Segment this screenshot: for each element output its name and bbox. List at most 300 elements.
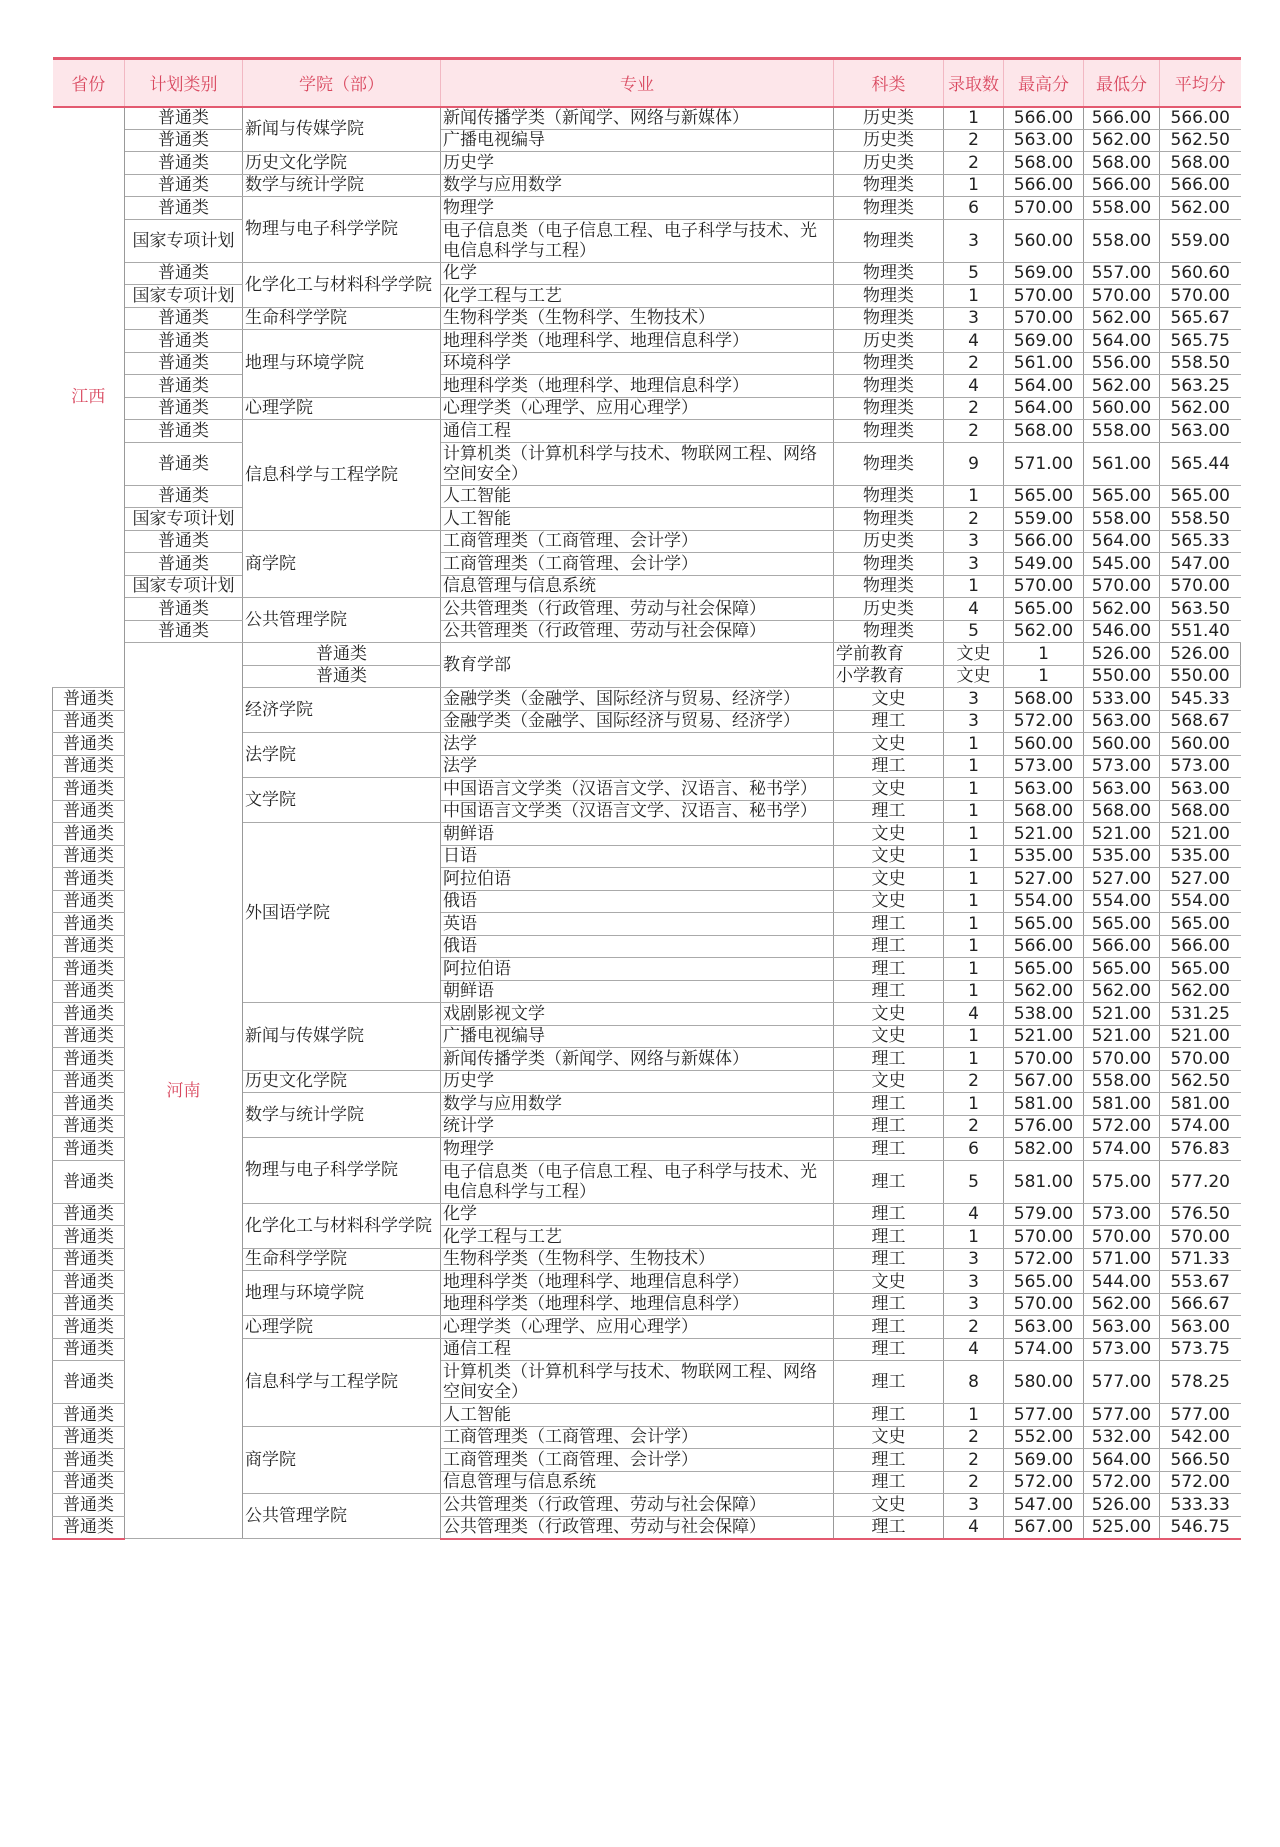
major-cell: 计算机类（计算机科学与技术、物联网工程、网络空间安全） [441,1361,834,1404]
table-row [53,553,1241,576]
subject-category-cell: 理工 [834,1138,944,1161]
college-cell: 历史文化学院 [243,1070,441,1093]
min-score-cell: 521.00 [1084,1025,1160,1048]
admitted-count-cell: 2 [944,508,1004,531]
min-score-cell: 562.00 [1084,375,1160,398]
avg-score-cell: 566.67 [1160,1293,1241,1316]
min-score-cell: 544.00 [1084,1271,1160,1294]
max-score-cell: 570.00 [1004,1226,1084,1249]
avg-score-cell: 565.00 [1160,958,1241,981]
major-cell: 电子信息类（电子信息工程、电子科学与技术、光电信息科学与工程） [441,1160,834,1203]
min-score-cell: 563.00 [1084,1316,1160,1339]
major-cell: 公共管理类（行政管理、劳动与社会保障） [441,598,834,621]
subject-category-cell: 理工 [834,1115,944,1138]
major-cell: 工商管理类（工商管理、会计学） [441,1426,834,1449]
max-score-cell: 563.00 [1004,1316,1084,1339]
major-cell: 化学 [441,262,834,285]
avg-score-cell: 563.00 [1160,1316,1241,1339]
avg-score-cell: 565.33 [1160,530,1241,553]
subject-category-cell: 物理类 [834,397,944,420]
max-score-cell: 570.00 [1004,197,1084,220]
min-score-cell: 564.00 [1084,330,1160,353]
college-cell: 数学与统计学院 [243,174,441,197]
min-score-cell: 560.00 [1084,733,1160,756]
max-score-cell: 570.00 [1004,575,1084,598]
major-cell: 通信工程 [441,1338,834,1361]
min-score-cell: 572.00 [1084,1471,1160,1494]
subject-category-cell: 物理类 [834,553,944,576]
min-score-cell: 526.00 [1160,643,1241,666]
subject-category-cell: 物理类 [834,219,944,262]
avg-score-cell: 573.75 [1160,1338,1241,1361]
avg-score-cell: 566.50 [1160,1449,1241,1472]
province-cell: 江西 [53,107,125,688]
avg-score-cell: 566.00 [1160,174,1241,197]
subject-category-cell: 文史 [834,1003,944,1026]
major-cell: 统计学 [441,1115,834,1138]
major-cell: 公共管理类（行政管理、劳动与社会保障） [441,1494,834,1517]
header-avg-score: 平均分 [1160,59,1241,107]
major-cell: 生物科学类（生物科学、生物技术） [441,1248,834,1271]
min-score-cell: 558.00 [1084,219,1160,262]
max-score-cell: 581.00 [1004,1093,1084,1116]
subject-category-cell: 物理类 [834,575,944,598]
plan-type-cell: 普通类 [243,665,441,688]
min-score-cell: 577.00 [1084,1361,1160,1404]
subject-category-cell: 物理类 [834,174,944,197]
admitted-count-cell: 3 [944,1248,1004,1271]
avg-score-cell: 568.00 [1160,800,1241,823]
admitted-count-cell: 2 [944,1471,1004,1494]
admitted-count-cell: 1 [944,107,1004,130]
major-cell: 地理科学类（地理科学、地理信息科学） [441,1293,834,1316]
plan-type-cell: 普通类 [125,485,243,508]
major-cell: 朝鲜语 [441,980,834,1003]
major-cell: 信息管理与信息系统 [441,575,834,598]
admitted-count-cell: 2 [944,1316,1004,1339]
avg-score-cell: 565.75 [1160,330,1241,353]
min-score-cell: 563.00 [1084,710,1160,733]
college-cell: 心理学院 [243,1316,441,1339]
major-cell: 人工智能 [441,485,834,508]
avg-score-cell: 565.44 [1160,442,1241,485]
max-score-cell: 563.00 [1004,778,1084,801]
max-score-cell: 577.00 [1004,1404,1084,1427]
min-score-cell: 570.00 [1084,1048,1160,1071]
max-score-cell: 565.00 [1004,485,1084,508]
plan-type-cell: 普通类 [53,1426,125,1449]
max-score-cell: 566.00 [1004,530,1084,553]
major-cell: 金融学类（金融学、国际经济与贸易、经济学） [441,710,834,733]
avg-score-cell: 572.00 [1160,1471,1241,1494]
plan-type-cell: 普通类 [125,352,243,375]
plan-type-cell: 普通类 [125,442,243,485]
table-row [53,575,1241,598]
avg-score-cell: 558.50 [1160,508,1241,531]
min-score-cell: 572.00 [1084,1115,1160,1138]
max-score-cell: 582.00 [1004,1138,1084,1161]
table-row [53,219,1241,262]
min-score-cell: 532.00 [1084,1426,1160,1449]
admitted-count-cell: 2 [944,397,1004,420]
avg-score-cell: 531.25 [1160,1003,1241,1026]
max-score-cell: 567.00 [1004,1516,1084,1539]
plan-type-cell: 普通类 [53,1316,125,1339]
admitted-count-cell: 3 [944,1494,1004,1517]
plan-type-cell: 普通类 [125,620,243,643]
admitted-count-cell: 3 [944,710,1004,733]
header-max-score: 最高分 [1004,59,1084,107]
avg-score-cell: 571.33 [1160,1248,1241,1271]
subject-category-cell: 理工 [834,1160,944,1203]
min-score-cell: 560.00 [1084,397,1160,420]
college-cell: 信息科学与工程学院 [243,1338,441,1426]
admitted-count-cell: 1 [944,958,1004,981]
subject-category-cell: 历史类 [834,129,944,152]
college-cell: 法学院 [243,733,441,778]
header-plan-type: 计划类别 [125,59,243,107]
subject-category-cell: 历史类 [834,598,944,621]
table-row [53,598,1241,621]
subject-category-cell: 物理类 [834,262,944,285]
max-score-cell: 552.00 [1004,1426,1084,1449]
college-cell: 教育学部 [441,643,834,688]
max-score-cell: 550.00 [1084,665,1160,688]
max-score-cell: 562.00 [1004,620,1084,643]
admitted-count-cell: 4 [944,1338,1004,1361]
admitted-count-cell: 1 [944,778,1004,801]
plan-type-cell: 普通类 [125,174,243,197]
table-row [53,197,1241,220]
admitted-count-cell: 1 [944,800,1004,823]
max-score-cell: 560.00 [1004,219,1084,262]
major-cell: 公共管理类（行政管理、劳动与社会保障） [441,620,834,643]
admitted-count-cell: 6 [944,197,1004,220]
major-cell: 电子信息类（电子信息工程、电子科学与技术、光电信息科学与工程） [441,219,834,262]
avg-score-cell: 562.00 [1160,397,1241,420]
min-score-cell: 577.00 [1084,1404,1160,1427]
max-score-cell: 572.00 [1004,1471,1084,1494]
college-cell: 数学与统计学院 [243,1093,441,1138]
subject-category-cell: 理工 [834,1338,944,1361]
max-score-cell: 527.00 [1004,868,1084,891]
avg-score-cell: 551.40 [1160,620,1241,643]
max-score-cell: 565.00 [1004,958,1084,981]
subject-category-cell: 理工 [834,1248,944,1271]
subject-category-cell: 文史 [944,665,1004,688]
max-score-cell: 521.00 [1004,823,1084,846]
admitted-count-cell: 4 [944,1203,1004,1226]
max-score-cell: 535.00 [1004,845,1084,868]
avg-score-cell: 573.00 [1160,755,1241,778]
max-score-cell: 572.00 [1004,710,1084,733]
subject-category-cell: 历史类 [834,530,944,553]
min-score-cell: 558.00 [1084,1070,1160,1093]
header-college: 学院（部） [243,59,441,107]
subject-category-cell: 文史 [834,868,944,891]
admitted-count-cell: 4 [944,1516,1004,1539]
avg-score-cell: 546.75 [1160,1516,1241,1539]
min-score-cell: 570.00 [1084,285,1160,308]
subject-category-cell: 文史 [834,845,944,868]
college-cell: 历史文化学院 [243,152,441,175]
max-score-cell: 554.00 [1004,890,1084,913]
major-cell: 心理学类（心理学、应用心理学） [441,397,834,420]
max-score-cell: 568.00 [1004,420,1084,443]
major-cell: 广播电视编导 [441,1025,834,1048]
max-score-cell: 563.00 [1004,129,1084,152]
subject-category-cell: 文史 [834,688,944,711]
admitted-count-cell: 1 [944,174,1004,197]
subject-category-cell: 文史 [834,1426,944,1449]
plan-type-cell: 普通类 [53,1093,125,1116]
avg-score-cell: 521.00 [1160,823,1241,846]
max-score-cell: 570.00 [1004,1048,1084,1071]
plan-type-cell: 普通类 [53,935,125,958]
max-score-cell: 573.00 [1004,755,1084,778]
major-cell: 地理科学类（地理科学、地理信息科学） [441,1271,834,1294]
avg-score-cell: 560.00 [1160,733,1241,756]
avg-score-cell: 576.83 [1160,1138,1241,1161]
major-cell: 戏剧影视文学 [441,1003,834,1026]
college-cell: 地理与环境学院 [243,330,441,398]
plan-type-cell: 普通类 [53,1449,125,1472]
subject-category-cell: 理工 [834,1093,944,1116]
max-score-cell: 538.00 [1004,1003,1084,1026]
avg-score-cell: 553.67 [1160,1271,1241,1294]
admitted-count-cell: 1 [1004,665,1084,688]
admitted-count-cell: 1 [944,890,1004,913]
min-score-cell: 581.00 [1084,1093,1160,1116]
max-score-cell: 549.00 [1004,553,1084,576]
max-score-cell: 564.00 [1004,375,1084,398]
plan-type-cell: 普通类 [53,733,125,756]
min-score-cell: 556.00 [1084,352,1160,375]
plan-type-cell: 普通类 [53,845,125,868]
subject-category-cell: 文史 [834,733,944,756]
min-score-cell: 574.00 [1084,1138,1160,1161]
max-score-cell: 566.00 [1004,935,1084,958]
min-score-cell: 562.00 [1084,598,1160,621]
avg-score-cell: 578.25 [1160,1361,1241,1404]
plan-type-cell: 国家专项计划 [125,285,243,308]
major-cell: 心理学类（心理学、应用心理学） [441,1316,834,1339]
subject-category-cell: 理工 [834,710,944,733]
avg-score-cell: 566.00 [1160,935,1241,958]
table-row [53,352,1241,375]
major-cell: 俄语 [441,935,834,958]
avg-score-cell: 570.00 [1160,1048,1241,1071]
min-score-cell: 554.00 [1084,890,1160,913]
admitted-count-cell: 3 [944,219,1004,262]
max-score-cell: 569.00 [1004,330,1084,353]
min-score-cell: 564.00 [1084,1449,1160,1472]
max-score-cell: 559.00 [1004,508,1084,531]
min-score-cell: 562.00 [1084,980,1160,1003]
major-cell: 中国语言文学类（汉语言文学、汉语言、秘书学） [441,800,834,823]
subject-category-cell: 理工 [834,958,944,981]
table-row [53,330,1241,353]
table-row [53,485,1241,508]
min-score-cell: 573.00 [1084,1338,1160,1361]
admitted-count-cell: 2 [944,129,1004,152]
plan-type-cell: 普通类 [53,868,125,891]
min-score-cell: 525.00 [1084,1516,1160,1539]
admitted-count-cell: 1 [944,733,1004,756]
table-row [53,307,1241,330]
major-cell: 数学与应用数学 [441,174,834,197]
plan-type-cell: 普通类 [125,107,243,130]
major-cell: 阿拉伯语 [441,958,834,981]
admission-table-container [52,57,1240,1540]
plan-type-cell: 普通类 [53,1271,125,1294]
major-cell: 信息管理与信息系统 [441,1471,834,1494]
avg-score-cell: 574.00 [1160,1115,1241,1138]
admitted-count-cell: 1 [944,823,1004,846]
subject-category-cell: 物理类 [834,307,944,330]
college-cell: 生命科学学院 [243,1248,441,1271]
major-cell: 通信工程 [441,420,834,443]
admitted-count-cell: 1 [944,1226,1004,1249]
min-score-cell: 573.00 [1084,1203,1160,1226]
subject-category-cell: 历史类 [834,107,944,130]
min-score-cell: 568.00 [1084,800,1160,823]
major-cell: 环境科学 [441,352,834,375]
plan-type-cell: 普通类 [125,530,243,553]
plan-type-cell: 普通类 [125,129,243,152]
table-row [53,620,1241,643]
admitted-count-cell: 1 [944,980,1004,1003]
min-score-cell: 566.00 [1084,935,1160,958]
plan-type-cell: 普通类 [53,1338,125,1361]
min-score-cell: 570.00 [1084,1226,1160,1249]
admitted-count-cell: 9 [944,442,1004,485]
avg-score-cell: 562.50 [1160,1070,1241,1093]
min-score-cell: 562.00 [1084,1293,1160,1316]
major-cell: 工商管理类（工商管理、会计学） [441,1449,834,1472]
avg-score-cell: 568.00 [1160,152,1241,175]
major-cell: 人工智能 [441,1404,834,1427]
min-score-cell: 561.00 [1084,442,1160,485]
max-score-cell: 560.00 [1004,733,1084,756]
subject-category-cell: 文史 [834,778,944,801]
subject-category-cell: 物理类 [834,420,944,443]
admitted-count-cell: 3 [944,688,1004,711]
subject-category-cell: 文史 [834,890,944,913]
max-score-cell: 581.00 [1004,1160,1084,1203]
min-score-cell: 558.00 [1084,420,1160,443]
subject-category-cell: 历史类 [834,152,944,175]
major-cell: 物理学 [441,1138,834,1161]
admitted-count-cell: 3 [944,553,1004,576]
table-header-row [53,59,1241,107]
subject-category-cell: 理工 [834,1449,944,1472]
plan-type-cell: 普通类 [125,152,243,175]
admitted-count-cell: 4 [944,330,1004,353]
plan-type-cell: 普通类 [243,643,441,666]
plan-type-cell: 普通类 [125,420,243,443]
college-cell: 生命科学学院 [243,307,441,330]
min-score-cell: 575.00 [1084,1160,1160,1203]
major-cell: 学前教育 [834,643,944,666]
min-score-cell: 566.00 [1084,174,1160,197]
admitted-count-cell: 3 [944,307,1004,330]
max-score-cell: 566.00 [1004,174,1084,197]
min-score-cell: 570.00 [1084,575,1160,598]
plan-type-cell: 普通类 [53,1404,125,1427]
min-score-cell: 565.00 [1084,913,1160,936]
avg-score-cell: 563.50 [1160,598,1241,621]
admitted-count-cell: 1 [944,285,1004,308]
avg-score-cell: 565.67 [1160,307,1241,330]
subject-category-cell: 物理类 [834,620,944,643]
plan-type-cell: 普通类 [53,800,125,823]
subject-category-cell: 物理类 [834,197,944,220]
subject-category-cell: 理工 [834,1293,944,1316]
admitted-count-cell: 2 [944,352,1004,375]
plan-type-cell: 普通类 [53,890,125,913]
max-score-cell: 526.00 [1084,643,1160,666]
subject-category-cell: 理工 [834,1226,944,1249]
header-province: 省份 [53,59,125,107]
max-score-cell: 568.00 [1004,688,1084,711]
min-score-cell: 535.00 [1084,845,1160,868]
admitted-count-cell: 1 [944,575,1004,598]
subject-category-cell: 文史 [834,1494,944,1517]
subject-category-cell: 物理类 [834,508,944,531]
max-score-cell: 565.00 [1004,913,1084,936]
subject-category-cell: 物理类 [834,375,944,398]
subject-category-cell: 理工 [834,1316,944,1339]
plan-type-cell: 普通类 [53,1471,125,1494]
table-row [53,152,1241,175]
plan-type-cell: 普通类 [53,1003,125,1026]
table-row [53,129,1241,152]
plan-type-cell: 普通类 [53,710,125,733]
admitted-count-cell: 1 [944,485,1004,508]
plan-type-cell: 普通类 [53,1160,125,1203]
min-score-cell: 566.00 [1084,107,1160,130]
min-score-cell: 562.00 [1084,129,1160,152]
plan-type-cell: 普通类 [53,958,125,981]
table-row [53,643,1241,666]
major-cell: 人工智能 [441,508,834,531]
min-score-cell: 571.00 [1084,1248,1160,1271]
max-score-cell: 566.00 [1004,107,1084,130]
admitted-count-cell: 2 [944,1115,1004,1138]
subject-category-cell: 理工 [834,1471,944,1494]
subject-category-cell: 历史类 [834,330,944,353]
plan-type-cell: 普通类 [53,1138,125,1161]
admission-score-table [52,57,1241,1540]
avg-score-cell: 527.00 [1160,868,1241,891]
max-score-cell: 570.00 [1004,307,1084,330]
min-score-cell: 558.00 [1084,508,1160,531]
admitted-count-cell: 5 [944,1160,1004,1203]
subject-category-cell: 理工 [834,1516,944,1539]
subject-category-cell: 文史 [834,823,944,846]
min-score-cell: 527.00 [1084,868,1160,891]
college-cell: 公共管理学院 [243,1494,441,1539]
major-cell: 化学工程与工艺 [441,285,834,308]
plan-type-cell: 普通类 [53,1070,125,1093]
max-score-cell: 567.00 [1004,1070,1084,1093]
subject-category-cell: 物理类 [834,442,944,485]
plan-type-cell: 普通类 [125,330,243,353]
table-row [53,174,1241,197]
major-cell: 物理学 [441,197,834,220]
major-cell: 日语 [441,845,834,868]
